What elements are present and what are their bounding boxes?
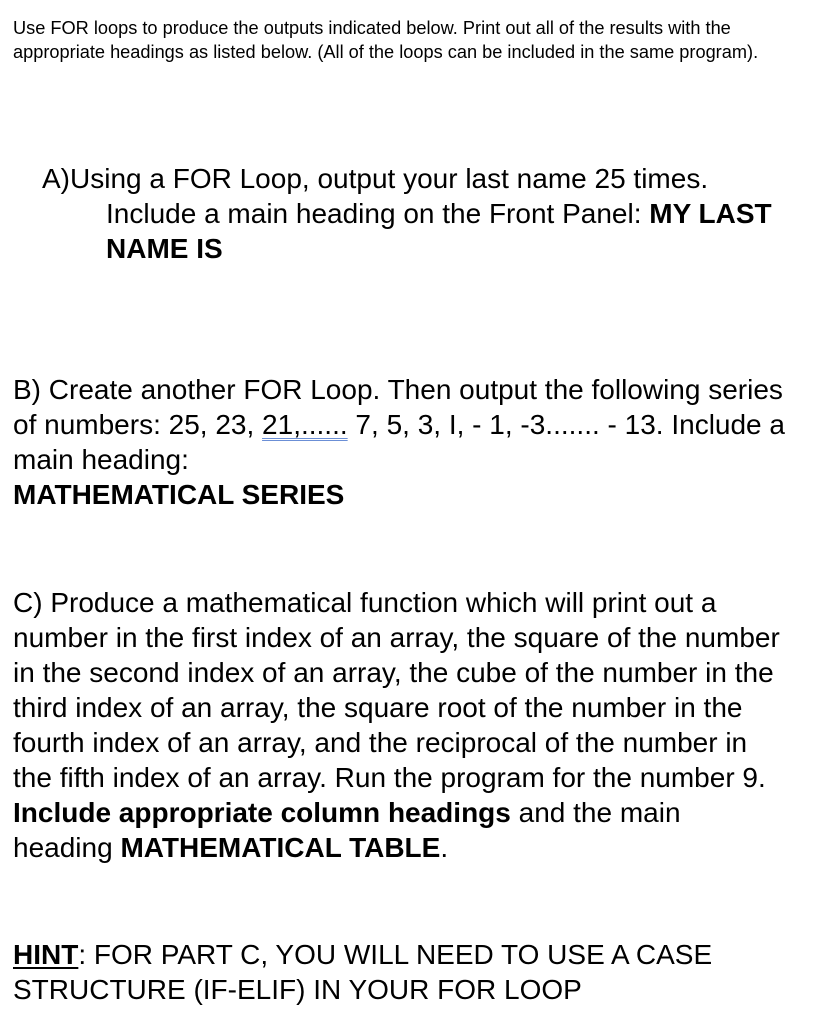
part-b-text-after: 7, 5, 3, I, - 1, -3....... - 13. Include a main heading: <box>13 409 785 475</box>
part-c-heading: MATHEMATICAL TABLE <box>120 832 441 863</box>
hint-paragraph <box>13 937 813 1007</box>
part-a-heading: MY LAST NAME IS <box>106 198 772 264</box>
part-a-paragraph <box>42 161 802 266</box>
part-a-indent <box>42 196 802 266</box>
part-a-line2: Include a main heading on the Front Panel: <box>106 198 650 229</box>
part-c-end: . <box>440 832 449 863</box>
intro-paragraph: Use FOR loops to produce the outputs indicated below. Print out all of the results with the appropriate headings as listed below. (All of the loops can be included in the same program). <box>13 18 759 62</box>
part-b-text-before: B) Create another FOR Loop. Then output the following series of numbers: 25, 23, <box>13 374 783 440</box>
part-b-heading: MATHEMATICAL SERIES <box>13 479 345 510</box>
hint-label: HINT <box>13 939 79 970</box>
part-b-paragraph <box>13 372 803 512</box>
part-c-text-middle: and the main heading <box>13 797 681 863</box>
part-a-line1: A)Using a FOR Loop, output your last name 25 times. <box>42 163 709 194</box>
hint-text: : FOR PART C, YOU WILL NEED TO USE A CASE STRUCTURE (IF-ELIF) IN YOUR FOR LOOP <box>13 939 713 1005</box>
part-b-marked-text: 21,...... <box>262 409 348 440</box>
part-c-text-before: C) Produce a mathematical function which will print out a number in the first index of an array, the square of the number in the second index of an array, the cube of the number in the third index of an array, the square root of the number in the fourth index of an array, and the reciprocal of the number in the fifth index of an array. Run the program for the number 9. <box>13 587 780 793</box>
part-c-paragraph <box>13 585 783 865</box>
part-c-bold-phrase: Include appropriate column headings <box>13 797 511 828</box>
